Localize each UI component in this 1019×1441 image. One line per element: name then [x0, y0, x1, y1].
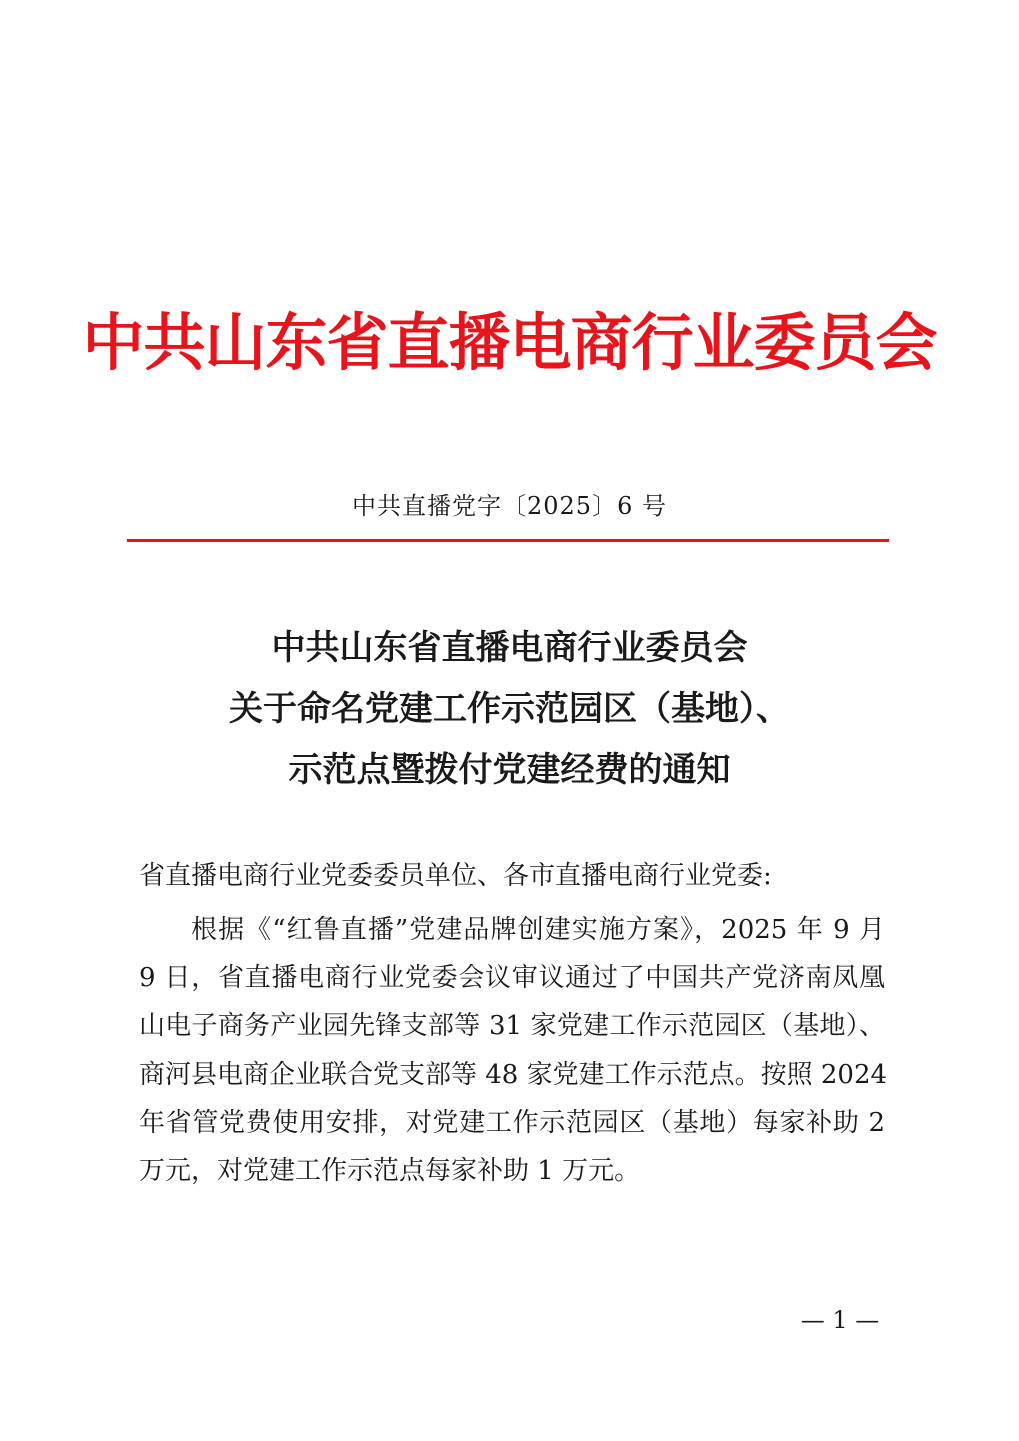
issuer-header: 中共山东省直播电商行业委员会 — [82, 306, 937, 379]
document-title — [0, 618, 1019, 801]
title-line: 中共山东省直播电商行业委员会 — [271, 628, 748, 668]
document-number: 中共直播党字〔2025〕6 号 — [352, 492, 667, 520]
body-paragraph — [139, 906, 888, 1195]
red-divider-line — [127, 539, 889, 542]
paragraph-line: 万元，对党建工作示范点每家补助 1 万元。 — [139, 1156, 641, 1187]
paragraph-line: 年省管党费使用安排，对党建工作示范园区（基地）每家补助 2 — [139, 1107, 885, 1138]
paragraph-line: 山电子商务产业园先锋支部等 31 家党建工作示范园区（基地）、 — [139, 1011, 885, 1042]
page-number: — 1 — — [800, 1306, 880, 1334]
paragraph-line: 9 日，省直播电商行业党委会议审议通过了中国共产党济南凤凰 — [139, 963, 885, 994]
salutation: 省直播电商行业党委委员单位、各市直播电商行业党委: — [139, 861, 772, 891]
paragraph-line: 根据《“红鲁直播”党建品牌创建实施方案》，2025 年 9 月 — [191, 915, 885, 945]
paragraph-line: 商河县电商企业联合党支部等 48 家党建工作示范点。按照 2024 — [139, 1059, 888, 1090]
title-line: 关于命名党建工作示范园区（基地）、 — [229, 689, 790, 729]
title-line: 示范点暨拨付党建经费的通知 — [288, 750, 731, 790]
